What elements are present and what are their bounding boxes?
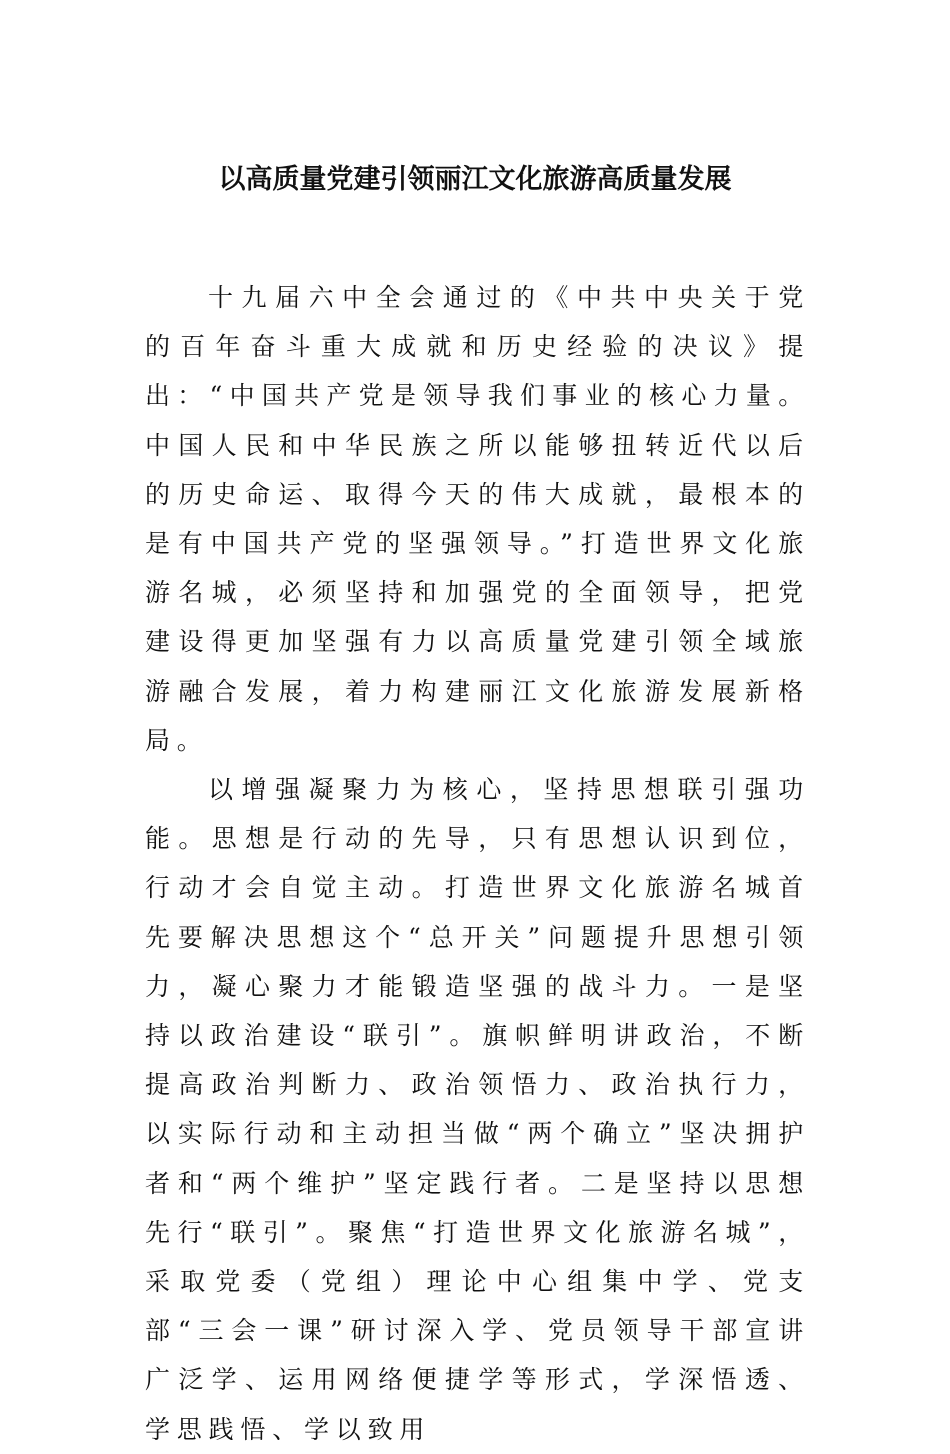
- paragraph-2: 以增强凝聚力为核心，坚持思想联引强功能。思想是行动的先导，只有思想认识到位，行动才会自觉主动。打造世界文化旅游名城首先要解决思想这个“总开关”问题提升思想引领力，凝心聚力才能锻造坚强的战斗力。一是坚持以政治建设“联引”。旗帜鲜明讲政治，不断提高政治判断力、政治领悟力、政治执行力，以实际行动和主动担当做“两个确立”坚决拥护者和“两个维护”坚定践行者。二是坚持以思想先行“联引”。聚焦“打造世界文化旅游名城”，采取党委（党组）理论中心组集中学、党支部“三会一课”研讨深入学、党员领导干部宣讲广泛学、运用网络便捷学等形式，学深悟透、学思践悟、学以致用: [145, 775, 810, 1444]
- paragraph-1: 十九届六中全会通过的《中共中央关于党的百年奋斗重大成就和历史经验的决议》提出：“中国共产党是领导我们事业的核心力量。中国人民和中华民族之所以能够扭转近代以后的历史命运、取得今天的伟大成就，最根本的是有中国共产党的坚强领导。”打造世界文化旅游名城，必须坚持和加强党的全面领导，把党建设得更加坚强有力以高质量党建引领全域旅游融合发展，着力构建丽江文化旅游发展新格局。: [145, 283, 810, 755]
- document-title: 以高质量党建引领丽江文化旅游高质量发展: [218, 164, 732, 195]
- document-body: [145, 273, 810, 1454]
